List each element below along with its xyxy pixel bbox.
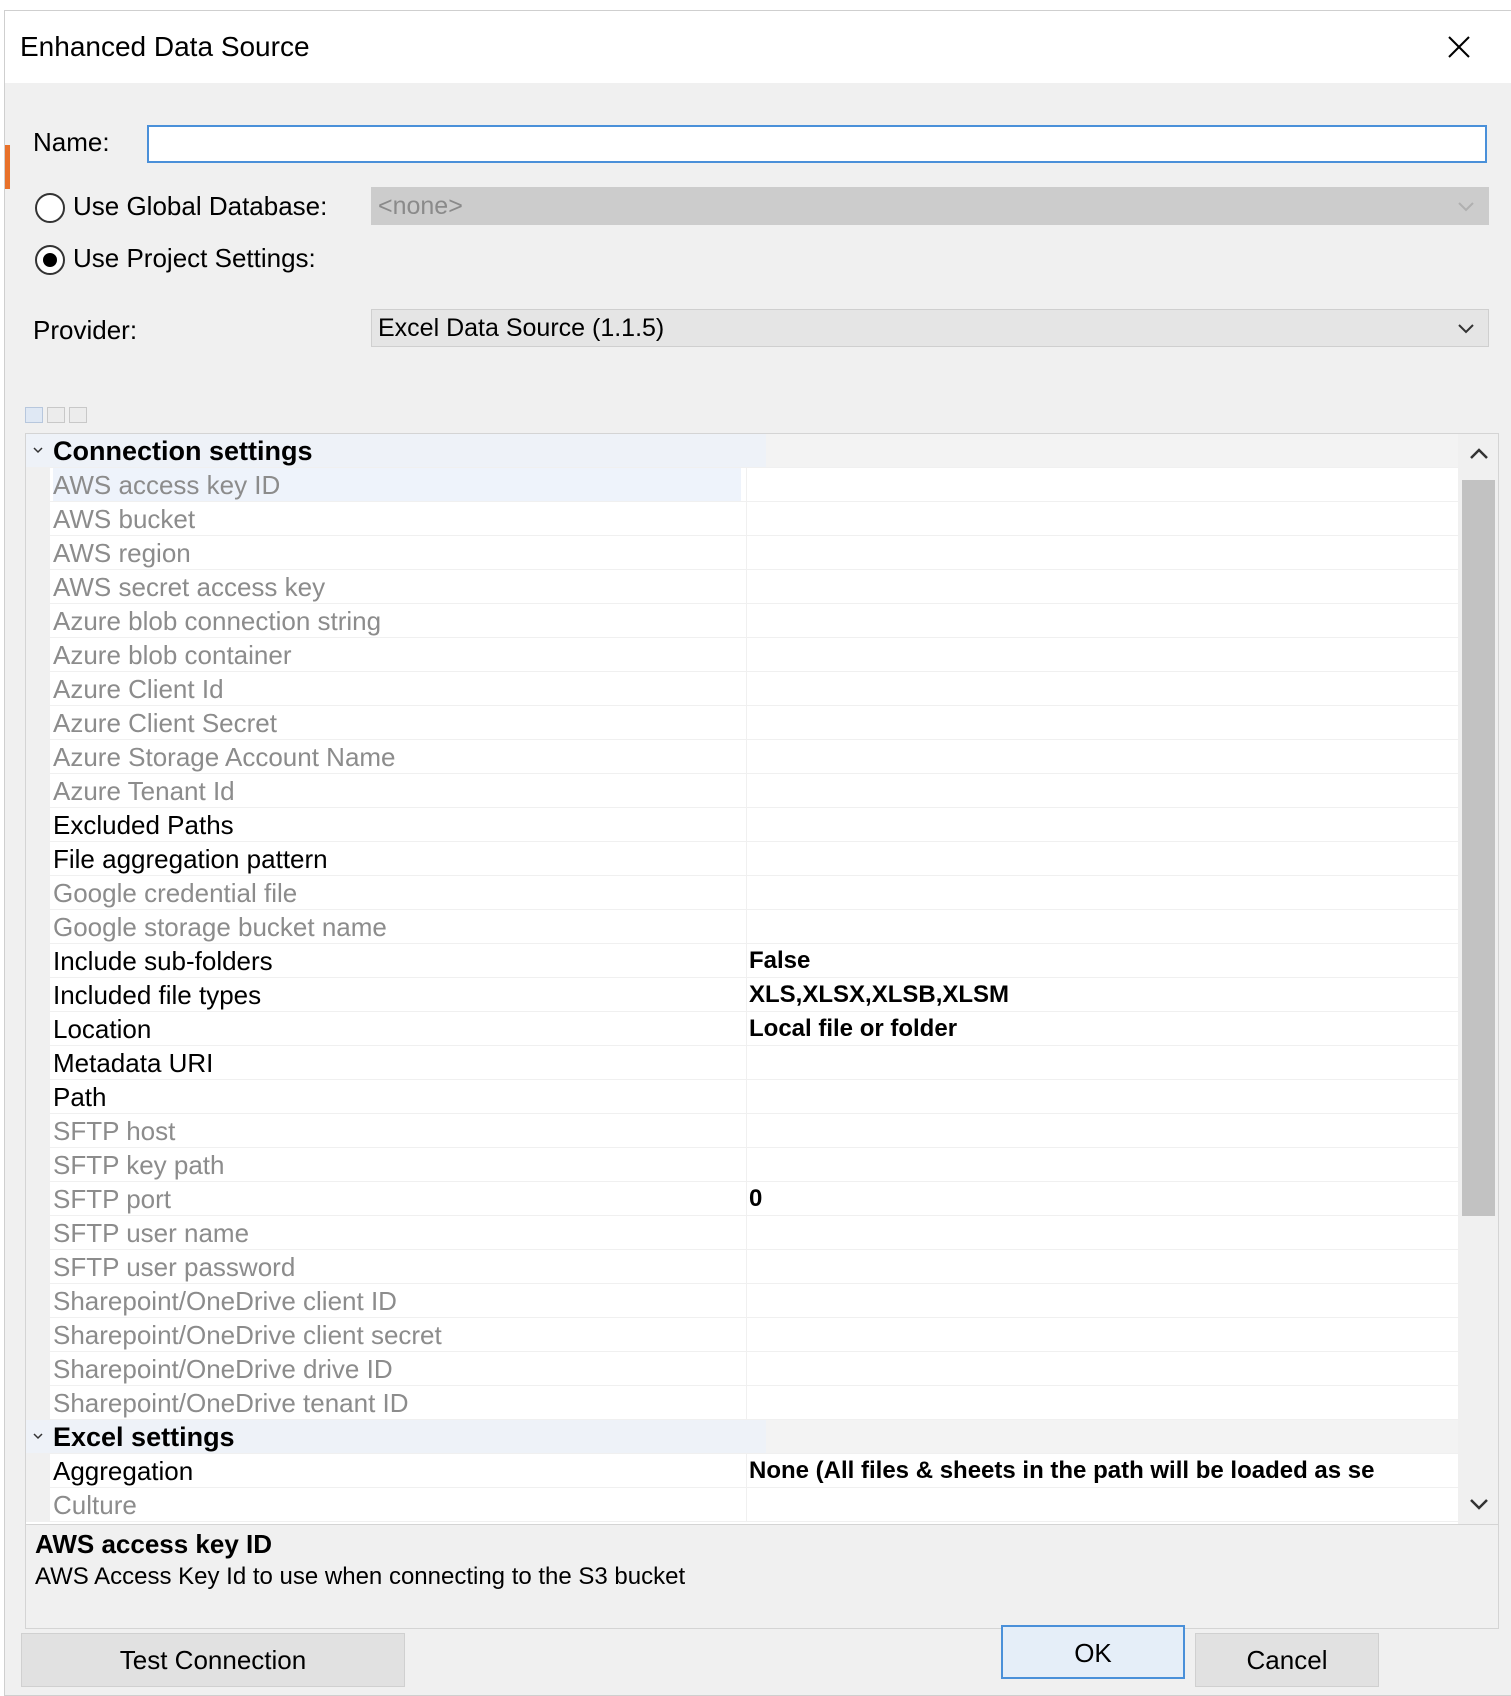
property-name: Sharepoint/OneDrive tenant ID: [53, 1388, 409, 1418]
property-name: AWS access key ID: [53, 468, 741, 501]
property-grid-rows: [26, 434, 1459, 1522]
row-gutter: [26, 672, 50, 705]
description-text: AWS Access Key Id to use when connecting to the S3 bucket: [35, 1563, 686, 1590]
property-row[interactable]: [26, 944, 1459, 978]
property-row[interactable]: [26, 1216, 1459, 1250]
property-value[interactable]: [746, 1148, 1459, 1181]
property-value[interactable]: [746, 502, 1459, 535]
row-gutter: [26, 604, 50, 637]
property-row[interactable]: [26, 502, 1459, 536]
property-row[interactable]: [26, 1318, 1459, 1352]
property-value[interactable]: False: [746, 944, 1459, 977]
cancel-button[interactable]: Cancel: [1195, 1633, 1379, 1687]
property-name: Included file types: [53, 980, 262, 1010]
chevron-down-icon[interactable]: [1468, 1494, 1490, 1514]
row-gutter: [26, 1080, 50, 1113]
property-value[interactable]: [746, 468, 1459, 501]
title-bar: [5, 11, 1511, 83]
property-name: Include sub-folders: [53, 946, 273, 976]
property-row[interactable]: [26, 876, 1459, 910]
row-gutter: [26, 1454, 50, 1487]
property-value[interactable]: [746, 876, 1459, 909]
property-name: Azure blob container: [53, 640, 292, 670]
row-gutter: [26, 638, 50, 671]
property-row[interactable]: [26, 706, 1459, 740]
row-gutter: [26, 842, 50, 875]
provider-select[interactable]: [371, 309, 1489, 347]
global-database-select: [371, 187, 1489, 225]
property-value[interactable]: [746, 536, 1459, 569]
row-gutter: [26, 502, 50, 535]
property-value[interactable]: [746, 706, 1459, 739]
property-value[interactable]: [746, 740, 1459, 773]
property-row[interactable]: [26, 1012, 1459, 1046]
property-name: Azure Client Id: [53, 674, 224, 704]
row-gutter: [26, 978, 50, 1011]
row-gutter: [26, 1012, 50, 1045]
property-name: Metadata URI: [53, 1048, 214, 1078]
description-title: AWS access key ID: [35, 1529, 273, 1559]
property-grid: [25, 433, 1499, 1525]
property-name: Google storage bucket name: [53, 912, 387, 942]
property-name: File aggregation pattern: [53, 844, 328, 874]
alphabetical-sort-icon[interactable]: [47, 407, 65, 423]
test-connection-button[interactable]: Test Connection: [21, 1633, 405, 1687]
property-name: AWS region: [53, 538, 191, 568]
provider-label: Provider:: [33, 315, 138, 345]
property-value[interactable]: [746, 1250, 1459, 1283]
row-gutter: [26, 1114, 50, 1147]
categorized-view-icon[interactable]: [25, 407, 43, 423]
ok-button[interactable]: OK: [1001, 1625, 1185, 1679]
property-value[interactable]: [746, 570, 1459, 603]
name-input[interactable]: [147, 125, 1487, 163]
row-gutter: [26, 706, 50, 739]
property-row[interactable]: [26, 774, 1459, 808]
row-gutter: [26, 876, 50, 909]
property-name: SFTP key path: [53, 1150, 225, 1180]
property-value[interactable]: [746, 808, 1459, 841]
property-name: Azure blob connection string: [53, 606, 382, 636]
property-row[interactable]: [26, 978, 1459, 1012]
property-value[interactable]: [746, 774, 1459, 807]
global-database-value: <none>: [378, 192, 463, 220]
use-global-database-radio[interactable]: [35, 193, 65, 223]
window-title: Enhanced Data Source: [20, 31, 310, 62]
row-gutter: [26, 468, 50, 501]
property-value[interactable]: [746, 1488, 1459, 1521]
property-row[interactable]: [26, 1182, 1459, 1216]
property-name: Path: [53, 1082, 107, 1112]
property-row[interactable]: [26, 1284, 1459, 1318]
property-value[interactable]: [746, 604, 1459, 637]
chevron-down-icon[interactable]: [30, 442, 46, 458]
category-label: Excel settings: [53, 1422, 235, 1452]
property-row[interactable]: [26, 740, 1459, 774]
property-row[interactable]: [26, 1386, 1459, 1420]
enhanced-data-source-dialog: [4, 10, 1511, 1696]
property-name: Excluded Paths: [53, 810, 234, 840]
property-row[interactable]: [26, 910, 1459, 944]
property-value[interactable]: [746, 1318, 1459, 1351]
property-value[interactable]: [746, 1114, 1459, 1147]
property-name: AWS secret access key: [53, 572, 326, 602]
property-name: Azure Tenant Id: [53, 776, 235, 806]
row-gutter: [26, 774, 50, 807]
property-name: SFTP host: [53, 1116, 176, 1146]
chevron-down-icon: [1456, 198, 1476, 214]
category-label: Connection settings: [53, 436, 313, 466]
property-row[interactable]: [26, 468, 1459, 502]
property-row[interactable]: [26, 1114, 1459, 1148]
use-project-settings-label[interactable]: Use Project Settings:: [73, 243, 316, 273]
row-gutter: [26, 1284, 50, 1317]
property-value[interactable]: [746, 638, 1459, 671]
property-row[interactable]: [26, 1148, 1459, 1182]
row-gutter: [26, 1318, 50, 1351]
property-description-panel: [25, 1525, 1499, 1629]
property-value[interactable]: [746, 1284, 1459, 1317]
row-gutter: [26, 536, 50, 569]
row-gutter: [26, 910, 50, 943]
property-name: Sharepoint/OneDrive drive ID: [53, 1354, 393, 1384]
property-value[interactable]: [746, 910, 1459, 943]
accent-marker: [5, 145, 10, 189]
close-icon[interactable]: [1443, 31, 1475, 63]
property-row[interactable]: [26, 570, 1459, 604]
use-project-settings-radio[interactable]: [35, 245, 65, 275]
property-pages-icon[interactable]: [69, 407, 87, 423]
name-label: Name:: [33, 127, 110, 157]
property-value[interactable]: [746, 1352, 1459, 1385]
property-name: Sharepoint/OneDrive client ID: [53, 1286, 397, 1316]
property-name: Azure Storage Account Name: [53, 742, 396, 772]
property-name: AWS bucket: [53, 504, 196, 534]
property-row[interactable]: [26, 672, 1459, 706]
row-gutter: [26, 1182, 50, 1215]
property-name: Aggregation: [53, 1456, 194, 1486]
row-gutter: [26, 1488, 50, 1521]
use-global-database-label[interactable]: Use Global Database:: [73, 191, 328, 221]
property-row[interactable]: [26, 1488, 1459, 1522]
chevron-down-icon[interactable]: [30, 1428, 46, 1444]
property-value[interactable]: [746, 672, 1459, 705]
property-row[interactable]: [26, 808, 1459, 842]
property-value[interactable]: [746, 1216, 1459, 1249]
property-name: Google credential file: [53, 878, 298, 908]
property-name: Sharepoint/OneDrive client secret: [53, 1320, 442, 1350]
property-name: SFTP user name: [53, 1218, 250, 1248]
row-gutter: [26, 1352, 50, 1385]
row-gutter: [26, 740, 50, 773]
property-name: Azure Client Secret: [53, 708, 277, 738]
row-gutter: [26, 1046, 50, 1079]
property-value[interactable]: 0: [746, 1182, 1459, 1215]
property-name: SFTP port: [53, 1184, 172, 1214]
property-name: Location: [53, 1014, 152, 1044]
property-category[interactable]: [26, 434, 1459, 468]
property-row[interactable]: [26, 1080, 1459, 1114]
row-gutter: [26, 570, 50, 603]
row-gutter: [26, 1148, 50, 1181]
property-value[interactable]: [746, 842, 1459, 875]
property-row[interactable]: [26, 1250, 1459, 1284]
property-grid-scrollbar[interactable]: [1458, 434, 1498, 1524]
property-value[interactable]: XLS,XLSX,XLSB,XLSM: [746, 978, 1459, 1011]
row-gutter: [26, 1250, 50, 1283]
row-gutter: [26, 944, 50, 977]
property-row[interactable]: [26, 1046, 1459, 1080]
property-row[interactable]: [26, 604, 1459, 638]
property-row[interactable]: [26, 1454, 1459, 1488]
row-gutter: [26, 808, 50, 841]
property-value[interactable]: Local file or folder: [746, 1012, 1459, 1045]
property-value[interactable]: [746, 1046, 1459, 1079]
property-value[interactable]: None (All files & sheets in the path will be loaded as se: [746, 1454, 1459, 1487]
row-gutter: [26, 1216, 50, 1249]
chevron-down-icon: [1456, 320, 1476, 336]
property-grid-toolbar: [25, 407, 87, 425]
property-row[interactable]: [26, 842, 1459, 876]
property-name: Culture: [53, 1490, 137, 1520]
provider-value: Excel Data Source (1.1.5): [378, 314, 665, 342]
row-gutter: [26, 1386, 50, 1419]
property-row[interactable]: [26, 536, 1459, 570]
property-row[interactable]: [26, 638, 1459, 672]
property-category[interactable]: [26, 1420, 1459, 1454]
property-row[interactable]: [26, 1352, 1459, 1386]
property-value[interactable]: [746, 1080, 1459, 1113]
property-value[interactable]: [746, 1386, 1459, 1419]
scrollbar-thumb[interactable]: [1462, 480, 1495, 1216]
property-name: SFTP user password: [53, 1252, 296, 1282]
chevron-up-icon[interactable]: [1468, 444, 1490, 464]
